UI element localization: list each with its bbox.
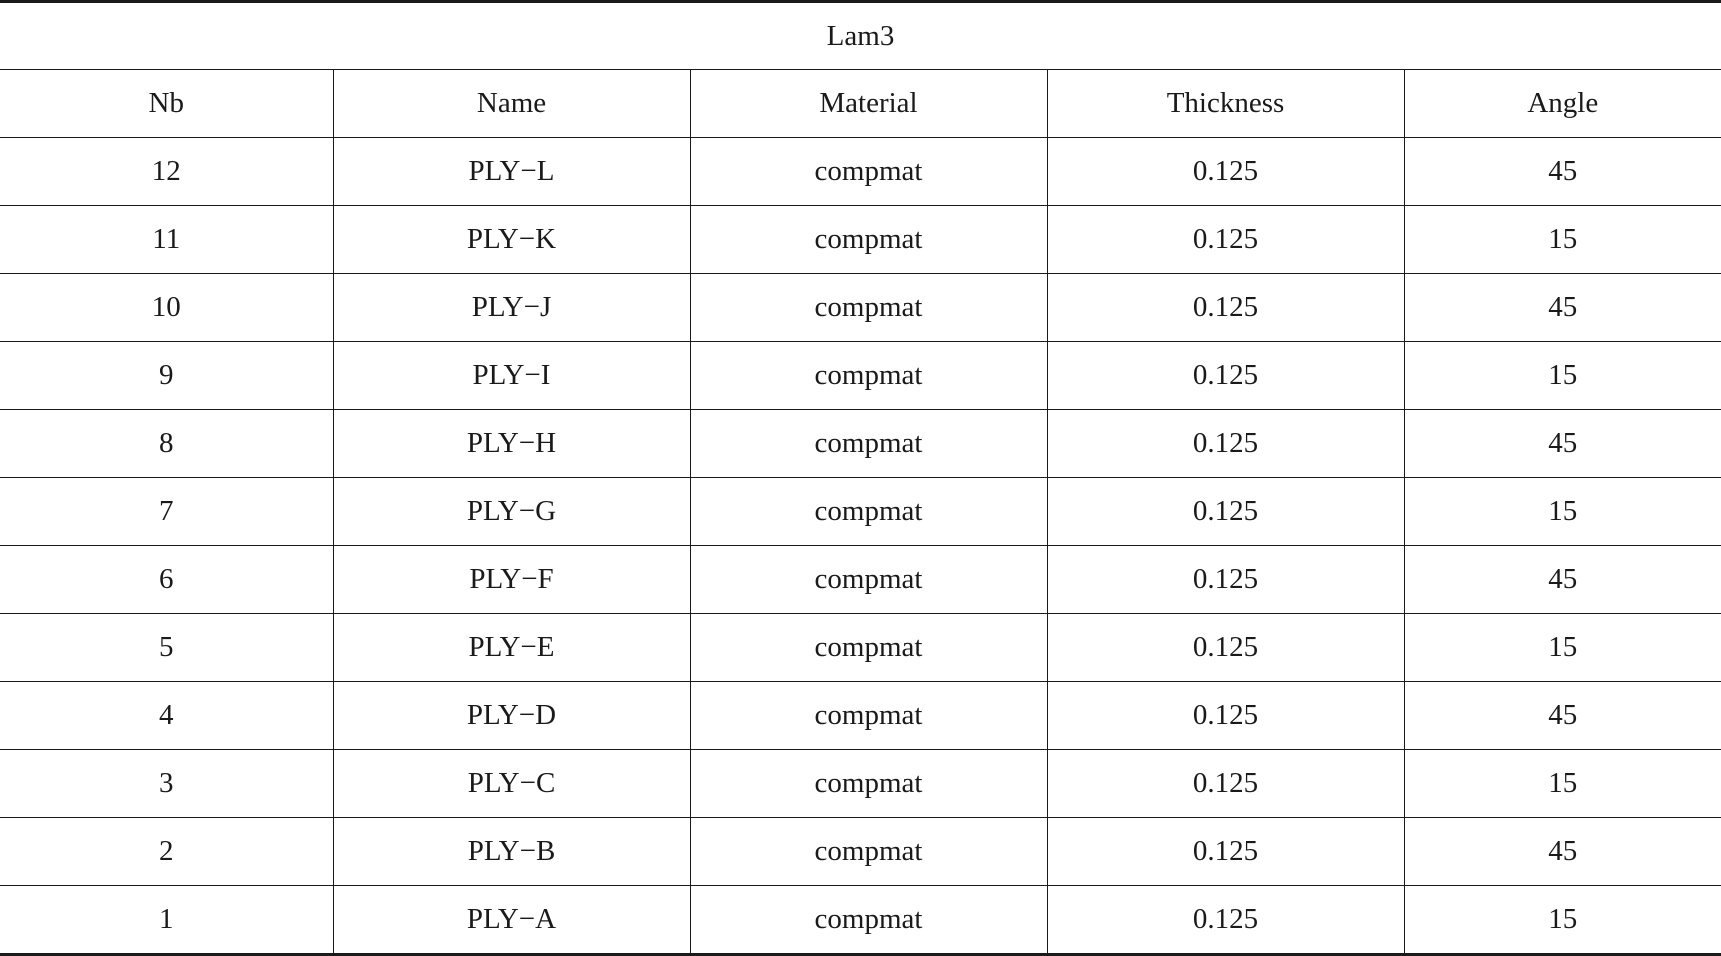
cell-material: compmat xyxy=(690,614,1047,682)
table-title-row xyxy=(0,2,1721,70)
cell-name: PLY−D xyxy=(333,682,690,750)
cell-angle: 45 xyxy=(1404,274,1721,342)
cell-angle: 45 xyxy=(1404,818,1721,886)
cell-name: PLY−C xyxy=(333,750,690,818)
cell-thickness: 0.125 xyxy=(1047,274,1404,342)
table-row xyxy=(0,274,1721,342)
table-header-row xyxy=(0,70,1721,138)
cell-angle: 15 xyxy=(1404,342,1721,410)
cell-material: compmat xyxy=(690,410,1047,478)
cell-angle: 45 xyxy=(1404,682,1721,750)
cell-nb: 4 xyxy=(0,682,333,750)
cell-name: PLY−B xyxy=(333,818,690,886)
cell-material: compmat xyxy=(690,274,1047,342)
cell-nb: 1 xyxy=(0,886,333,955)
table-row xyxy=(0,138,1721,206)
cell-name: PLY−E xyxy=(333,614,690,682)
cell-angle: 45 xyxy=(1404,138,1721,206)
cell-thickness: 0.125 xyxy=(1047,750,1404,818)
table-row xyxy=(0,478,1721,546)
cell-nb: 10 xyxy=(0,274,333,342)
cell-thickness: 0.125 xyxy=(1047,682,1404,750)
cell-name: PLY−A xyxy=(333,886,690,955)
table-row xyxy=(0,750,1721,818)
column-header-nb: Nb xyxy=(0,70,333,138)
cell-name: PLY−J xyxy=(333,274,690,342)
cell-name: PLY−F xyxy=(333,546,690,614)
cell-name: PLY−K xyxy=(333,206,690,274)
cell-nb: 11 xyxy=(0,206,333,274)
cell-material: compmat xyxy=(690,478,1047,546)
cell-nb: 3 xyxy=(0,750,333,818)
cell-angle: 45 xyxy=(1404,546,1721,614)
cell-name: PLY−L xyxy=(333,138,690,206)
table-row xyxy=(0,206,1721,274)
cell-material: compmat xyxy=(690,682,1047,750)
table-row xyxy=(0,682,1721,750)
cell-thickness: 0.125 xyxy=(1047,614,1404,682)
table-title: Lam3 xyxy=(0,2,1721,70)
cell-angle: 45 xyxy=(1404,410,1721,478)
cell-material: compmat xyxy=(690,750,1047,818)
cell-angle: 15 xyxy=(1404,886,1721,955)
column-header-name: Name xyxy=(333,70,690,138)
cell-nb: 9 xyxy=(0,342,333,410)
table-row xyxy=(0,342,1721,410)
cell-thickness: 0.125 xyxy=(1047,478,1404,546)
column-header-angle: Angle xyxy=(1404,70,1721,138)
table-row xyxy=(0,614,1721,682)
table-row xyxy=(0,818,1721,886)
cell-material: compmat xyxy=(690,818,1047,886)
cell-nb: 8 xyxy=(0,410,333,478)
cell-nb: 7 xyxy=(0,478,333,546)
cell-material: compmat xyxy=(690,206,1047,274)
cell-thickness: 0.125 xyxy=(1047,138,1404,206)
cell-name: PLY−G xyxy=(333,478,690,546)
column-header-material: Material xyxy=(690,70,1047,138)
cell-nb: 6 xyxy=(0,546,333,614)
cell-name: PLY−H xyxy=(333,410,690,478)
cell-material: compmat xyxy=(690,886,1047,955)
cell-thickness: 0.125 xyxy=(1047,886,1404,955)
cell-angle: 15 xyxy=(1404,478,1721,546)
cell-material: compmat xyxy=(690,138,1047,206)
cell-thickness: 0.125 xyxy=(1047,206,1404,274)
cell-angle: 15 xyxy=(1404,614,1721,682)
cell-nb: 5 xyxy=(0,614,333,682)
cell-thickness: 0.125 xyxy=(1047,546,1404,614)
table-row xyxy=(0,410,1721,478)
cell-material: compmat xyxy=(690,342,1047,410)
cell-nb: 12 xyxy=(0,138,333,206)
cell-thickness: 0.125 xyxy=(1047,818,1404,886)
cell-name: PLY−I xyxy=(333,342,690,410)
cell-nb: 2 xyxy=(0,818,333,886)
column-header-thickness: Thickness xyxy=(1047,70,1404,138)
cell-thickness: 0.125 xyxy=(1047,410,1404,478)
cell-angle: 15 xyxy=(1404,206,1721,274)
cell-angle: 15 xyxy=(1404,750,1721,818)
table-row xyxy=(0,546,1721,614)
cell-thickness: 0.125 xyxy=(1047,342,1404,410)
cell-material: compmat xyxy=(690,546,1047,614)
table-row xyxy=(0,886,1721,955)
